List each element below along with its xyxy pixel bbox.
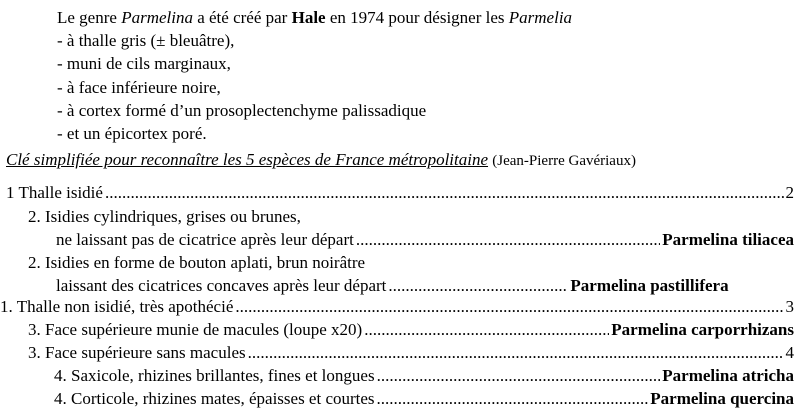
leader-dots — [105, 183, 784, 203]
species-name: Parmelina tiliacea — [662, 230, 794, 249]
key-line-7 — [6, 320, 794, 340]
leader-dots — [235, 297, 783, 317]
key-line-text: 2. Isidies cylindriques, grises ou brunes, — [28, 207, 301, 226]
trait-item: - à thalle gris (± bleuâtre), — [57, 31, 235, 50]
key-line-result: 4 — [785, 343, 794, 362]
key-line-1 — [6, 183, 794, 203]
key-line-text: 1 Thalle isidié — [6, 183, 103, 202]
key-line-10 — [6, 389, 794, 409]
key-line-2 — [6, 207, 794, 227]
genus-name-parmelia: Parmelia — [508, 8, 573, 27]
leader-dots — [364, 320, 609, 340]
key-heading — [6, 150, 636, 171]
leader-dots — [377, 389, 649, 409]
key-line-4 — [6, 253, 794, 273]
leader-dots — [356, 230, 660, 250]
key-title: Clé simplifiée pour reconnaître les 5 espèces de France métropolitaine — [6, 150, 489, 169]
key-line-text: 2. Isidies en forme de bouton aplati, brun noirâtre — [28, 253, 366, 272]
key-line-text: 3. Face supérieure sans macules — [28, 343, 246, 362]
trait-item: - muni de cils marginaux, — [57, 54, 231, 73]
key-author: (Jean-Pierre Gavériaux) — [492, 153, 636, 169]
intro-text: a été créé par — [192, 8, 292, 27]
key-line-result: 2 — [785, 183, 794, 202]
key-line-text: 3. Face supérieure munie de macules (loupe x20) — [28, 320, 363, 339]
intro-text: Le genre — [57, 8, 122, 27]
key-line-text: 4. Corticole, rhizines mates, épaisses et courtes — [54, 389, 375, 408]
key-line-8 — [6, 343, 794, 363]
key-line-9 — [6, 366, 794, 386]
intro-line — [57, 8, 572, 28]
genus-name: Parmelina — [121, 8, 193, 27]
intro-text: en 1974 pour désigner les — [325, 8, 509, 27]
key-line-3 — [6, 230, 794, 250]
key-line-result: 3 — [785, 297, 794, 316]
trait-item: - et un épicortex poré. — [57, 124, 207, 143]
leader-dots — [248, 343, 784, 363]
key-line-5 — [6, 276, 794, 296]
species-name: Parmelina atricha — [662, 366, 794, 385]
trait-item: - à face inférieure noire, — [57, 78, 221, 97]
key-line-text: ne laissant pas de cicatrice après leur départ — [56, 230, 354, 249]
species-name: Parmelina quercina — [650, 389, 794, 408]
key-line-text: laissant des cicatrices concaves après leur départ — [56, 276, 387, 295]
key-line-6 — [0, 297, 794, 317]
key-line-text: 4. Saxicole, rhizines brillantes, fines et longues — [54, 366, 375, 385]
author-name: Hale — [291, 8, 326, 27]
species-name: Parmelina carporrhizans — [611, 320, 794, 339]
leader-dots — [388, 276, 568, 296]
trait-item: - à cortex formé d’un prosoplectenchyme palissadique — [57, 101, 427, 120]
key-line-text: 1. Thalle non isidié, très apothécié — [0, 297, 234, 316]
leader-dots — [377, 366, 661, 386]
species-name: Parmelina pastillifera — [570, 276, 729, 295]
